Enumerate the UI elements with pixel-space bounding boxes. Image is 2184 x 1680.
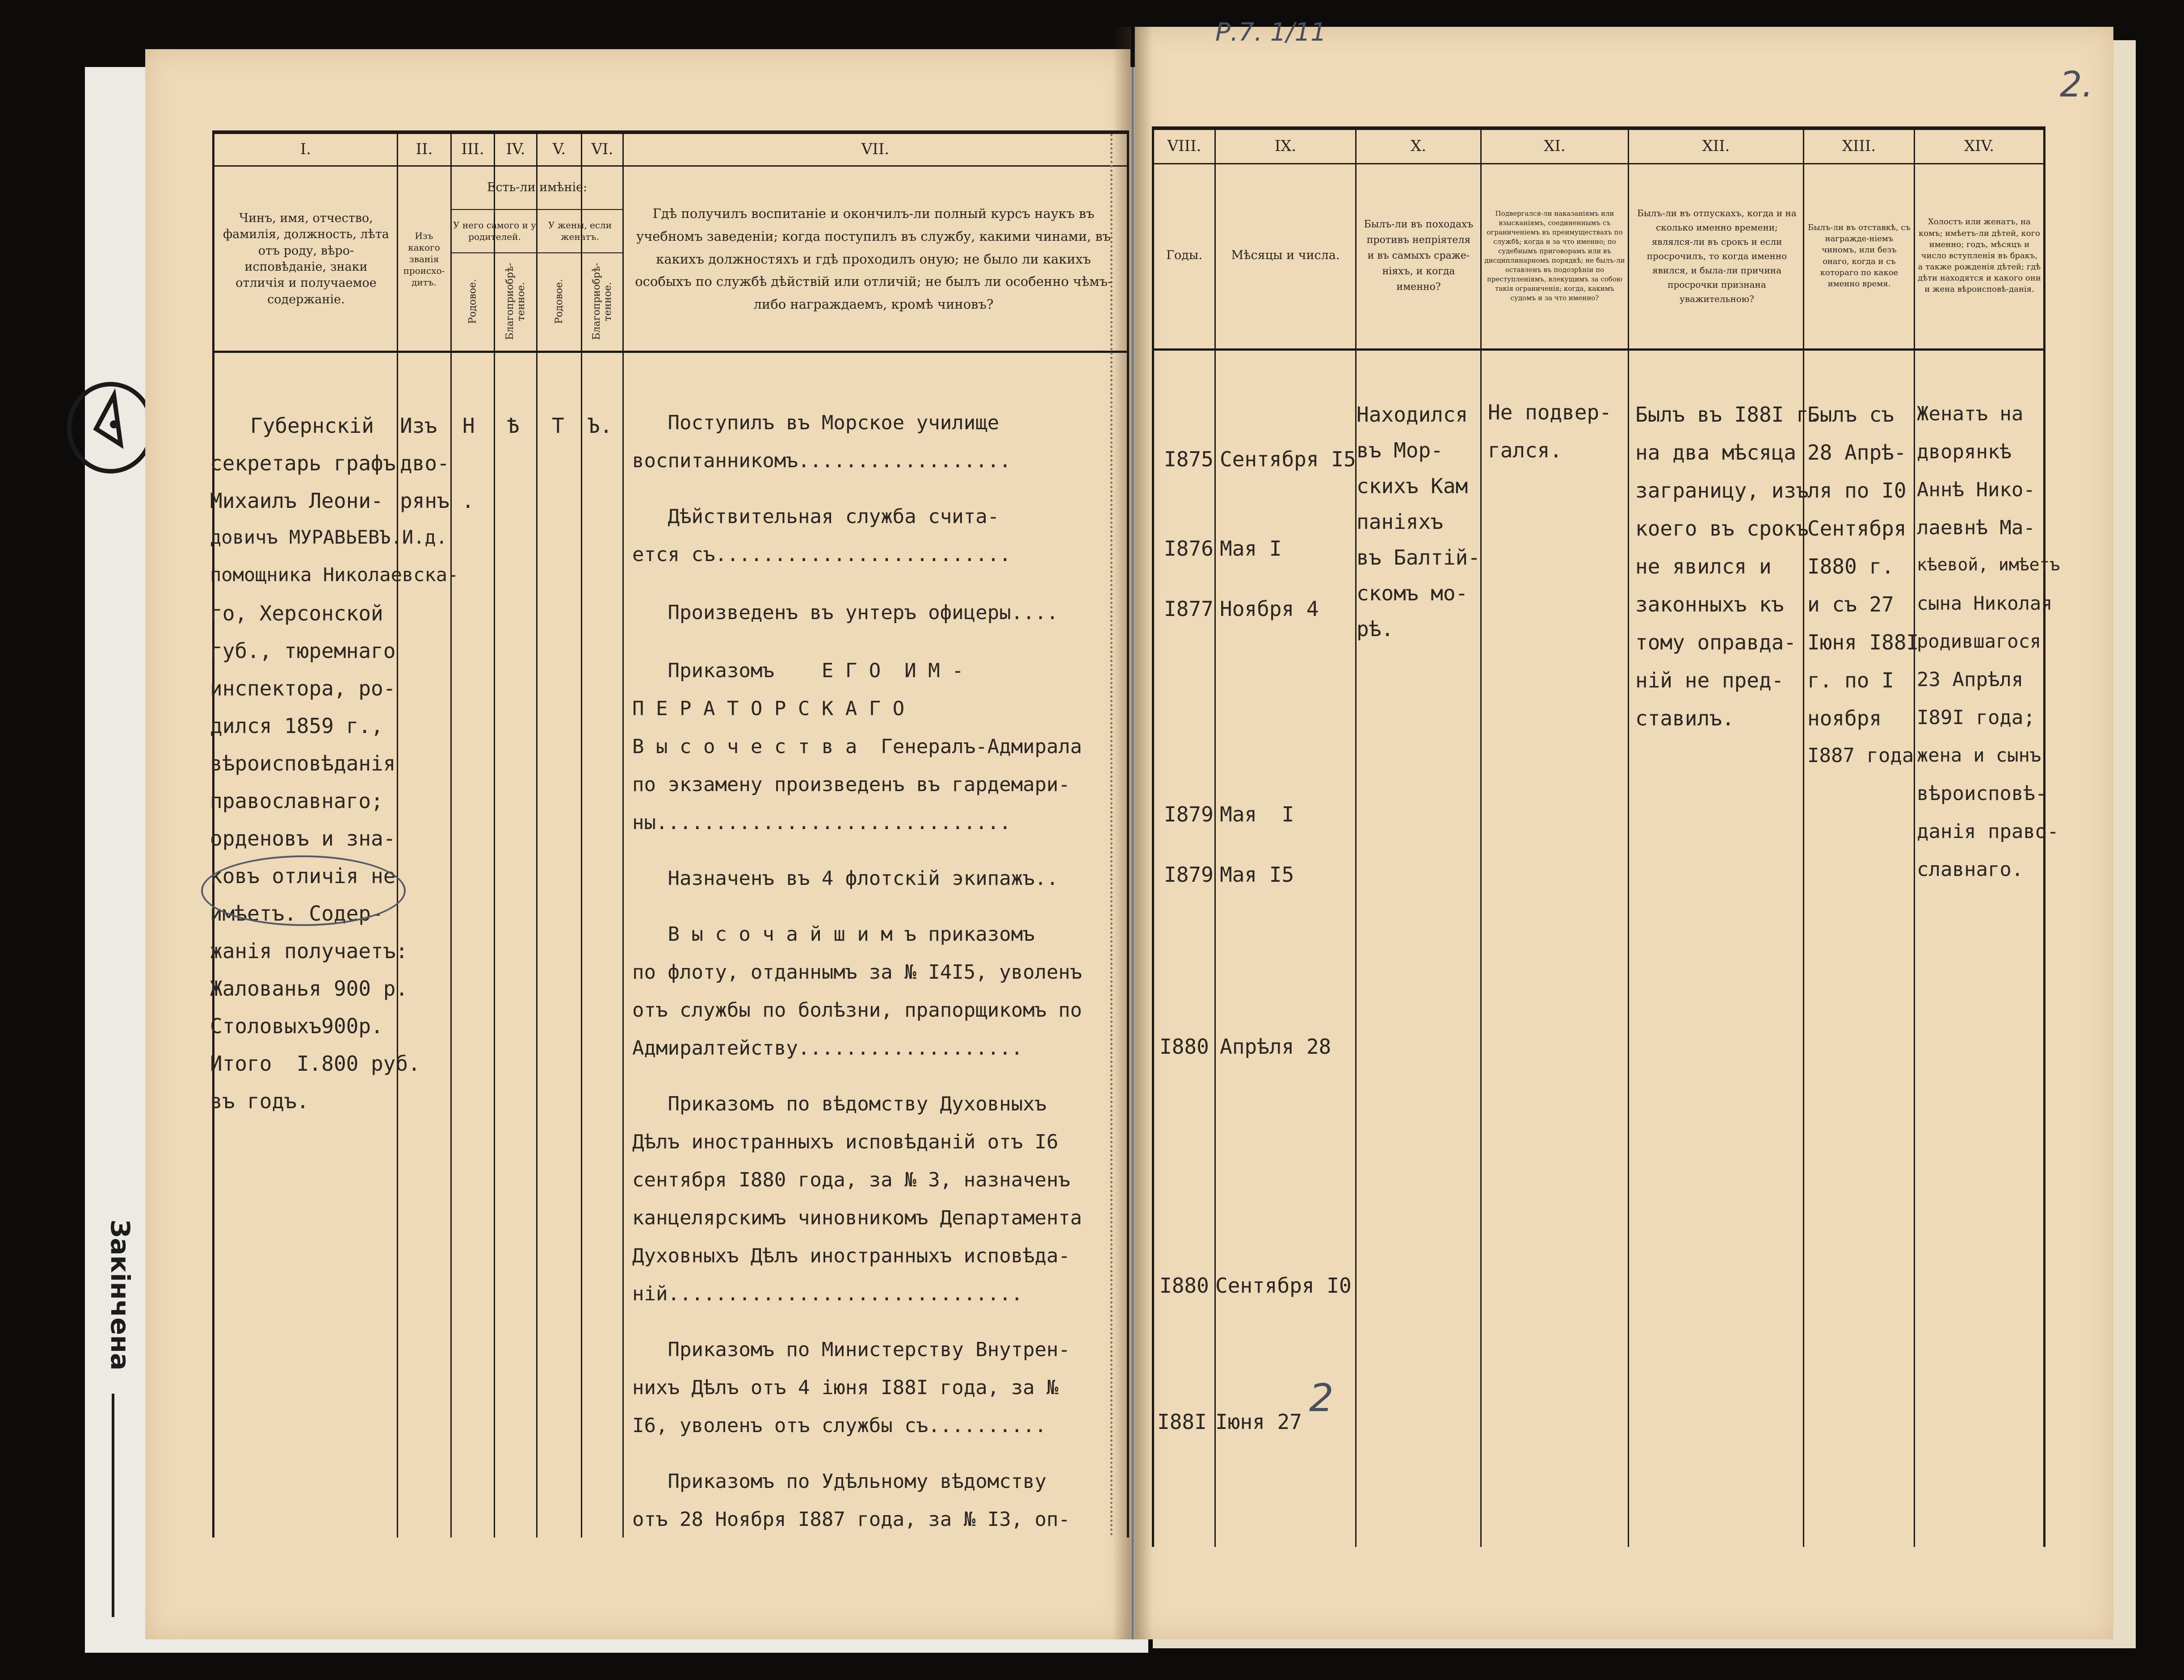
side-stamp-word: Закінчена [105, 1219, 135, 1371]
col-XII-line: коего въ срокъ [1635, 516, 1809, 540]
col-VII-line: ется съ......................... [632, 543, 1011, 566]
col-II-line: рянъ . [400, 489, 475, 513]
date-year: I875 [1164, 447, 1214, 471]
header-num-XIII: XIII. [1842, 137, 1876, 155]
col-XI-line: Не подвер- [1488, 400, 1612, 424]
col-X-line: Находился [1357, 402, 1468, 427]
header-text-II: Изъ какого званія происхо-дитъ. [403, 230, 445, 288]
left-header-bottom-border [212, 351, 1129, 353]
col-I-line: дился 1859 г., [210, 714, 383, 738]
col-IX-X-border [1355, 126, 1357, 1547]
header-num-X: X. [1410, 137, 1426, 155]
date-year: I880 [1159, 1035, 1209, 1059]
col-XIV-line: родившагося [1917, 630, 2041, 652]
col-XIII-line: ноября [1807, 706, 1882, 730]
date-day: Мая I [1220, 536, 1282, 561]
col-I-line: православнаго; [210, 789, 383, 813]
date-year: I879 [1164, 863, 1214, 887]
estate-mark: Ъ. [588, 414, 613, 438]
col-I-line: Итого I.800 руб. [210, 1052, 420, 1076]
col-XII-line: ній не пред- [1635, 668, 1784, 692]
col-VII-line: Поступилъ въ Морское училище [632, 413, 1000, 434]
right-table-top-border [1152, 126, 2045, 130]
col-XIII-line: г. по I [1807, 668, 1894, 692]
book-spine [1113, 27, 1153, 1639]
col-I-line: довичъ МУРАВЬЕВЪ.И.д. [210, 526, 448, 548]
col-VII-line: отъ 28 Ноября I887 года, за № I3, оп- [632, 1508, 1071, 1531]
date-year: I877 [1164, 597, 1214, 621]
col-II-line: дво- [400, 451, 449, 475]
col-XIII-line: I887 года [1807, 744, 1914, 767]
col-X-line: рѣ. [1357, 617, 1394, 641]
col-XII-line: Былъ въ I88I г. [1635, 402, 1821, 427]
header-text-XIV: Холостъ или женатъ, на комъ; имѣетъ-ли дѣтей, кого именно; годъ, мѣсяцъ и число вступленія въ бракъ, а также рожденія дѣтей; гдѣ дѣти находятся и какого они и жена вѣроисповѣ-данія. [1918, 217, 2041, 294]
header-text-X: Былъ-ли въ походахъ противъ непріятеля и въ самыхъ сраже-ніяхъ, и когда именно? [1364, 218, 1474, 293]
date-day: Ноября 4 [1220, 597, 1319, 621]
date-year: I88I [1157, 1410, 1207, 1434]
col-XII-XIII-border [1803, 126, 1804, 1547]
col-X-line: паніяхъ [1357, 510, 1443, 534]
col-VII-line: Приказомъ Е Г О И М - [632, 659, 964, 682]
left-header-number-row-border [212, 165, 1129, 167]
estate-wife-label: У жены, если женатъ. [548, 220, 612, 242]
col-I-line: орденовъ и зна- [210, 826, 396, 850]
date-year: I880 [1159, 1274, 1209, 1298]
date-day: Мая I5 [1220, 863, 1294, 887]
col-VII-line: Духовныхъ Дѣлъ иностранныхъ исповѣда- [632, 1244, 1071, 1267]
col-XIII-line: Іюня I88I [1807, 630, 1919, 654]
col-I-line: инспектора, ро- [210, 676, 396, 700]
header-text-I: Чинъ, имя, отчество, фамилія, должность, лѣта отъ роду, вѣро-исповѣданіе, знаки отличія и получаемое содержаніе. [223, 211, 389, 306]
header-text-VIII: Годы. [1166, 248, 1202, 263]
col-VII-line: сентября I880 года, за № 3, назначенъ [632, 1169, 1071, 1191]
col-VII-line: Произведенъ въ унтеръ офицеры.... [632, 601, 1058, 624]
col-X-line: скомъ мо- [1357, 581, 1468, 605]
col-X-XI-border [1480, 126, 1482, 1547]
header-num-VI: VI. [591, 140, 613, 159]
col-VI-VII-border [622, 130, 624, 1538]
header-num-II: II. [416, 140, 433, 159]
col-VII-line: В ы с о ч е с т в а Генералъ-Адмирала [632, 735, 1082, 758]
col-XII-line: не явился и [1635, 554, 1772, 578]
header-num-XI: XI. [1544, 137, 1566, 155]
col-I-line: имѣетъ. Содер- [210, 901, 383, 926]
header-text-IX: Мѣсяцы и числа. [1231, 248, 1340, 263]
col-XII-line: заграницу, изъ [1635, 478, 1809, 503]
date-year: I876 [1164, 536, 1214, 561]
right-header-number-row-border [1152, 163, 2045, 164]
header-num-III: III. [461, 140, 484, 159]
col-VII-line: В ы с о ч а й ш и м ъ приказомъ [632, 923, 1035, 946]
col-XIV-line: 23 Апрѣля [1917, 668, 2024, 691]
estate-mark: Ѣ [507, 414, 520, 438]
col-XIII-line: ля по I0 [1807, 478, 1907, 503]
col-VII-line: нихъ Дѣлъ отъ 4 іюня I88I года, за № [632, 1376, 1058, 1399]
header-num-IX: IX. [1274, 137, 1297, 155]
col-VII-line: Приказомъ по Министерству Внутрен- [632, 1338, 1071, 1361]
col-XI-XII-border [1628, 126, 1629, 1547]
col-X-line: въ Балтій- [1357, 545, 1480, 570]
col-VII-line: Дѣйствительная служба счита- [632, 505, 1000, 528]
col-VII-line: по экзамену произведенъ въ гардемари- [632, 773, 1071, 796]
col-I-II-border [397, 130, 398, 1538]
col-VII-line: по флоту, отданнымъ за № I4I5, уволенъ [632, 961, 1082, 984]
col-I-line: Жалованья 900 р. [210, 976, 408, 1001]
header-num-I: I. [300, 140, 311, 159]
col-I-line: Столовыхъ900р. [210, 1014, 383, 1038]
header-blagopriobr-1: Благоприобрѣ-тенное. [504, 263, 527, 340]
col-XIV-line: I89I года; [1917, 706, 2035, 729]
col-VII-line: Адмиралтейству................... [632, 1037, 1023, 1060]
col-I-line: го, Херсонской [210, 601, 383, 625]
header-num-XII: XII. [1702, 137, 1730, 155]
col-VII-line: отъ службы по болѣзни, прапорщикомъ по [632, 999, 1082, 1022]
date-day: Мая I [1220, 802, 1294, 826]
header-blagopriobr-2: Благоприобрѣ-тенное. [591, 263, 613, 340]
col-I-line: секретарь графъ [210, 451, 396, 475]
col-VII-line: Приказомъ по Удѣльному вѣдомству [632, 1470, 1047, 1493]
col-I-line: въ годъ. [210, 1089, 309, 1113]
col-II-line: Изъ [400, 414, 437, 438]
header-rodovoe-1: Родовое. [467, 279, 479, 324]
col-I-line: помощника Николаевска- [210, 564, 459, 586]
col-XIV-line: жена и сынъ [1917, 744, 2041, 766]
col-I-line: вѣроисповѣданія [210, 751, 396, 775]
col-VII-line: воспитанникомъ.................. [632, 449, 1011, 472]
col-X-line: въ Мор- [1357, 438, 1443, 462]
col-XIII-line: I880 г. [1807, 554, 1894, 578]
estate-mark: Н [462, 414, 475, 438]
col-XI-line: гался. [1488, 438, 1562, 462]
header-num-VIII: VIII. [1167, 137, 1201, 155]
stamp-circle-icon [67, 382, 154, 473]
col-XIII-line: 28 Апрѣ- [1807, 440, 1907, 465]
col-XIV-line: кѣевой, имѣетъ [1917, 555, 2060, 574]
col-VII-line: I6, уволенъ отъ службы съ.......... [632, 1414, 1047, 1437]
date-day: Сентября I0 [1215, 1274, 1352, 1298]
header-text-XI: Подвергался-ли наказаніямъ или взысканіямъ, соединеннымъ съ ограниченіемъ въ преимуществахъ по службѣ; когда и за что именно; по судебнымъ приговорамъ или въ дисциплинарномъ порядкѣ; не былъ-ли оставленъ въ подозрѣніи по преступленіямъ, влекущимъ за собою такія ограниченія; когда, какимъ судомъ и за что именно? [1484, 209, 1625, 302]
col-I-line: губ., тюремнаго [210, 639, 396, 663]
estate-mark: Т [552, 414, 564, 438]
col-I-line: Михаилъ Леони- [210, 489, 383, 513]
col-VII-line: Назначенъ въ 4 флотскій экипажъ.. [632, 867, 1058, 890]
col-XIV-line: дворянкѣ [1917, 440, 2012, 463]
header-num-VII: VII. [861, 140, 890, 159]
col-XII-line: законныхъ къ [1635, 592, 1784, 616]
header-text-XIII: Былъ-ли въ отставкѣ, съ награжде-ніемъ чиномъ, или безъ онаго, когда и съ котораго по какое именно время. [1808, 222, 1911, 289]
date-day: Іюня 27 [1215, 1410, 1302, 1434]
col-XII-line: ставилъ. [1635, 706, 1735, 730]
col-X-line: скихъ Кам [1357, 474, 1468, 498]
pencil-mark: 2 [1309, 1376, 1334, 1420]
col-XIV-line: данія право- [1917, 820, 2059, 843]
header-num-XIV: XIV. [1964, 137, 1995, 155]
left-table-top-border [212, 130, 1129, 134]
col-XIV-line: Женатъ на [1917, 402, 2024, 425]
page-number: 2. [2060, 65, 2093, 105]
col-I-line: Губернскій [250, 414, 374, 438]
header-rodovoe-2: Родовое. [554, 279, 565, 324]
estate-own-label: У него самого и у родителей. [453, 220, 536, 242]
col-VII-line: ны.............................. [632, 811, 1011, 834]
col-VII-line: Дѣлъ иностранныхъ исповѣданій отъ I6 [632, 1131, 1058, 1153]
header-text-VII: Гдѣ получилъ воспитаніе и окончилъ-ли полный курсъ наукъ въ учебномъ заведеніи; когда поступилъ въ службу, какими чинами, въ какихъ должностяхъ и гдѣ проходилъ оную; не было ли какихъ особыхъ по службѣ дѣйствій или отличій; не былъ ли особенно чѣмъ-либо награждаемъ, кромѣ чиновъ? [635, 206, 1112, 312]
col-XIV-line: Аннѣ Нико- [1917, 478, 2035, 501]
col-XIV-line: сына Николая [1917, 592, 2053, 614]
col-XIV-line: славнаго. [1917, 858, 2024, 881]
header-num-IV: IV. [506, 140, 525, 159]
left-table-right-border [1127, 130, 1129, 1538]
side-stamp-underline [112, 1394, 114, 1617]
col-XIV-line: лаевнѣ Ма- [1917, 516, 2035, 539]
col-VII-line: Приказомъ по вѣдомству Духовныхъ [632, 1093, 1047, 1115]
header-text-XII: Былъ-ли въ отпускахъ, когда и на сколько именно времени; являлся-ли въ срокъ и если просрочилъ, то когда именно явился, и была-ли причина просрочки признана уважительною? [1637, 207, 1797, 304]
col-XIII-XIV-border [1914, 126, 1915, 1547]
col-VII-line: П Е Р А Т О Р С К А Г О [632, 697, 905, 720]
col-VII-line: канцелярскимъ чиновникомъ Департамента [632, 1207, 1082, 1229]
col-XIII-line: Сентября [1807, 516, 1907, 540]
col-XIII-line: и съ 27 [1807, 592, 1894, 616]
top-pencil-note: Р.7. 1/11 [1215, 18, 1327, 47]
estate-title: Есть-ли имѣніе: [487, 180, 588, 194]
right-header-bottom-border [1152, 348, 2045, 351]
col-XIV-line: вѣроисповѣ- [1917, 782, 2047, 805]
col-I-line: ковъ отличія не [210, 864, 396, 888]
col-VII-entry [632, 413, 1115, 1539]
date-day: Апрѣля 28 [1220, 1035, 1331, 1059]
date-year: I879 [1164, 802, 1214, 826]
col-VII-line: ній.............................. [632, 1282, 1023, 1305]
col-I-line: жанія получаетъ: [210, 939, 408, 963]
col-XIII-line: Былъ съ [1807, 402, 1894, 427]
date-day: Сентября I5 [1220, 447, 1356, 471]
col-XII-line: тому оправда- [1635, 630, 1797, 654]
header-num-V: V. [552, 140, 566, 159]
pencil-circle-annotation [201, 855, 406, 926]
col-XII-line: на два мѣсяца [1635, 440, 1797, 465]
